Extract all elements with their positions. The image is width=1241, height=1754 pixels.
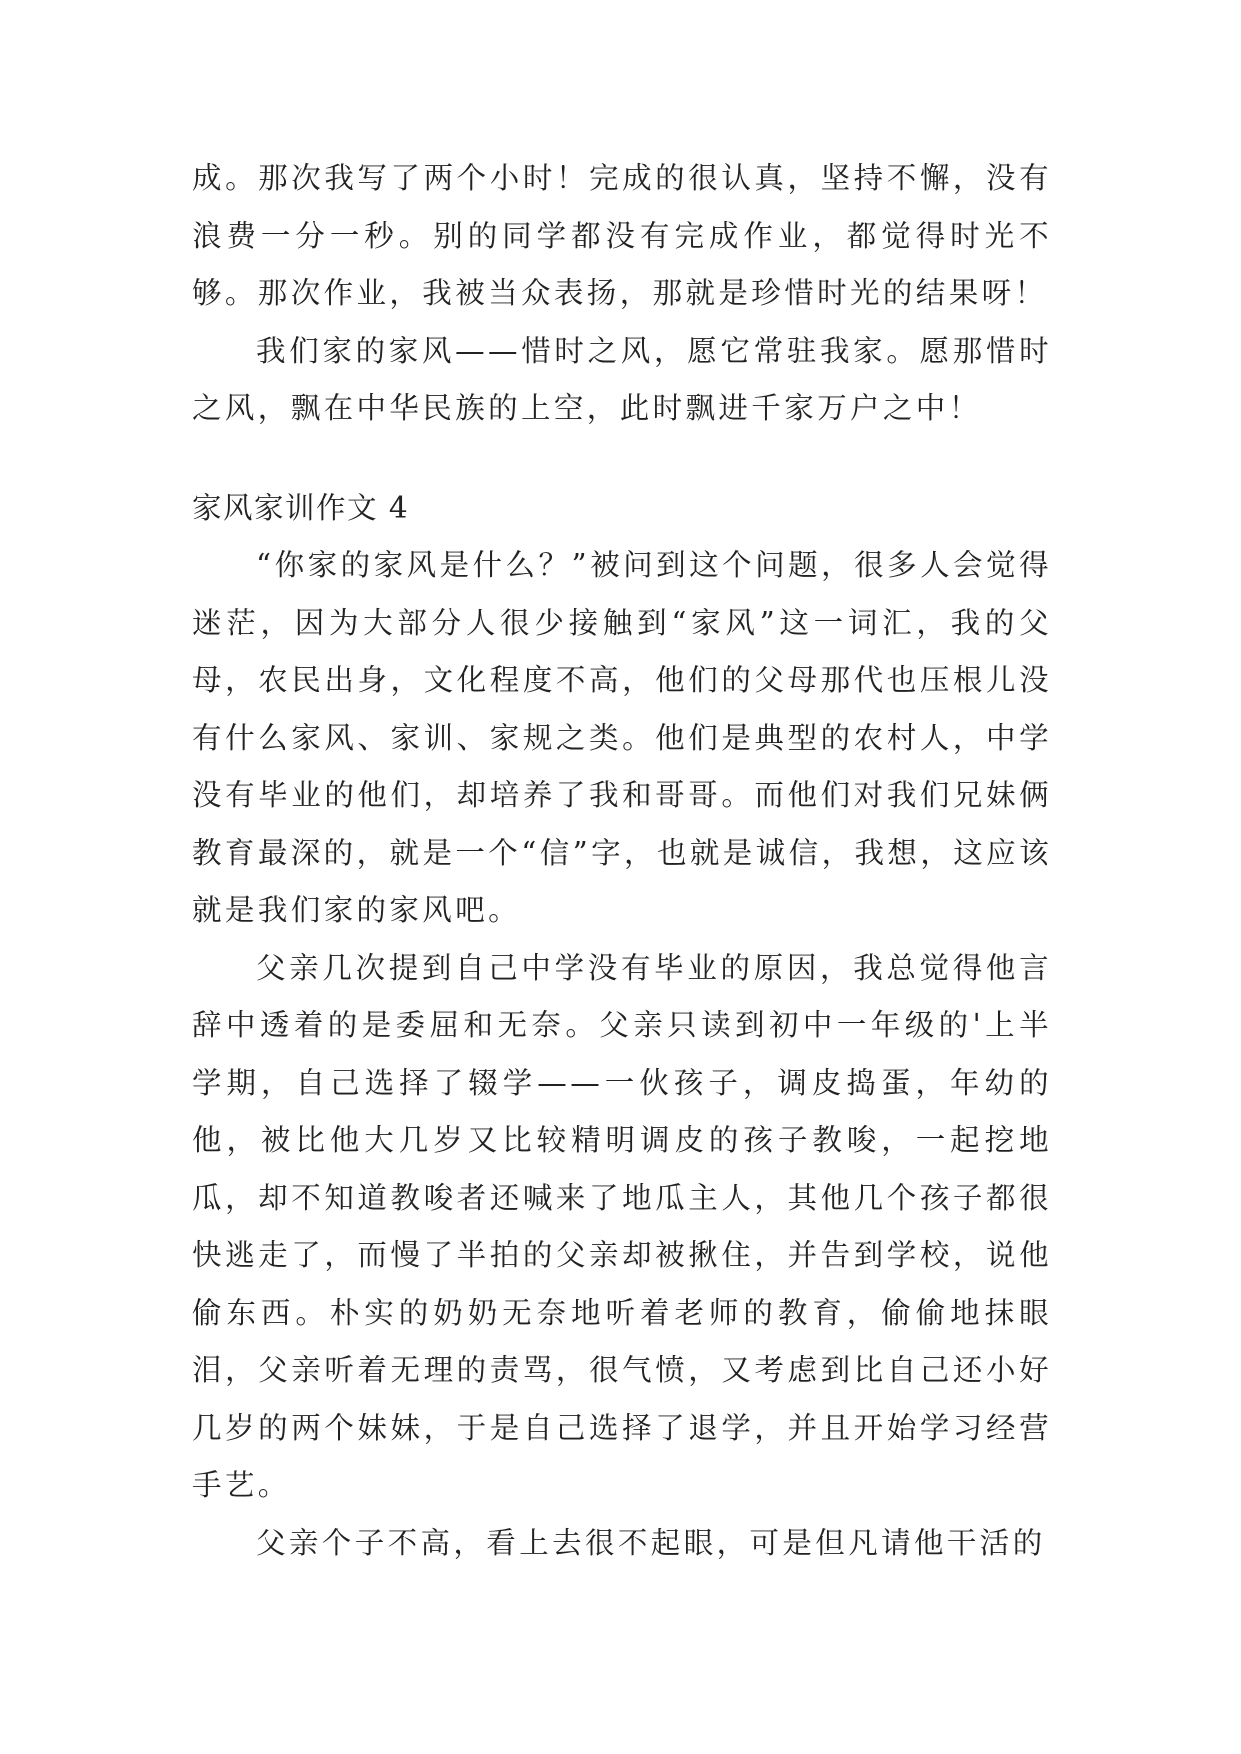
paragraph: 父亲个子不高，看上去很不起眼，可是但凡请他干活的 <box>256 1525 1046 1560</box>
paragraph: 父亲几次提到自己中学没有毕业的原因，我总觉得他言辞中透着的是委屈和无奈。父亲只读到初中一年级的'上半学期，自己选择了辍学——一伙孩子，调皮捣蛋，年幼的他，被比他大几岁又比较精明调皮的孩子教唆，一起挖地瓜，却不知道教唆者还喊来了地瓜主人，其他几个孩子都很快逃走了，而慢了半拍的父亲却被揪住，并告到学校，说他偷东西。朴实的奶奶无奈地听着老师的教育，偷偷地抹眼泪，父亲听着无理的责骂，很气愤，又考虑到比自己还小好几岁的两个妹妹，于是自己选择了退学，并且开始学习经营手艺。 <box>192 950 1052 1502</box>
paragraph: “你家的家风是什么？”被问到这个问题，很多人会觉得迷茫，因为大部分人很少接触到“家风”这一词汇，我的父母，农民出身，文化程度不高，他们的父母那代也压根儿没有什么家风、家训、家规之类。他们是典型的农村人，中学没有毕业的他们，却培养了我和哥哥。而他们对我们兄妹俩教育最深的，就是一个“信”字，也就是诚信，我想，这应该就是我们家的家风吧。 <box>192 548 1052 927</box>
document-page <box>192 150 1052 1572</box>
section-heading: 家风家训作文 4 <box>192 490 410 525</box>
paragraph: 成。那次我写了两个小时！完成的很认真，坚持不懈，没有浪费一分一秒。别的同学都没有完成作业，都觉得时光不够。那次作业，我被当众表扬，那就是珍惜时光的结果呀！ <box>192 161 1052 310</box>
paragraph: 我们家的家风——惜时之风，愿它常驻我家。愿那惜时之风，飘在中华民族的上空，此时飘进千家万户之中！ <box>192 333 1052 425</box>
